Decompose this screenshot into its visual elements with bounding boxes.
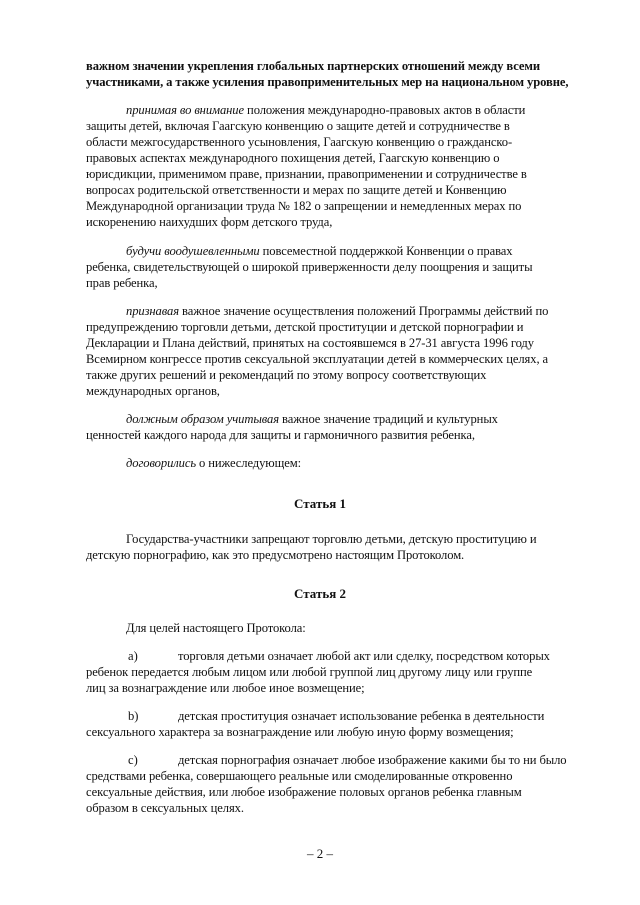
item-c-marker: c) [128,753,138,767]
text-line: положения международно-правовых актов в области [244,103,526,117]
paragraph-first-line [126,243,512,259]
text-line: торговля детьми означает любой акт или сделку, посредством которых [178,649,550,663]
text-line: лиц за вознаграждение или любое иное возмещение; [86,681,365,695]
text-line: Международной организации труда № 182 о запрещении и немедленных мерах по [86,199,522,213]
paragraph-first-line [126,102,525,118]
paragraph-lead: будучи воодушевленными [126,244,260,258]
text-line: ребенок передается любым лицом или любой группой лиц другому лицу или группе [86,665,533,679]
paragraph-lead: должным образом учитывая [126,412,279,426]
paragraph-first-line [126,455,301,471]
text-line: ребенка, свидетельствующей о широкой приверженности делу поощрения и защиты [86,260,533,274]
paragraph-first-line [126,303,548,319]
text-line: Для целей настоящего Протокола: [126,621,306,635]
paragraph-lead: договорились [126,456,196,470]
page-number: – 2 – [307,846,333,861]
text-line: образом в сексуальных целях. [86,801,244,815]
text-line: международных органов, [86,384,220,398]
text-line: повсеместной поддержкой Конвенции о правах [259,244,513,258]
text-line: юрисдикции, применимом праве, признании, правоприменении и сотрудничестве в [86,167,527,181]
text-line: защиты детей, включая Гаагскую конвенцию о защите детей и сотрудничестве в [86,119,510,133]
text-line: детскую порнографию, как это предусмотрено настоящим Протоколом. [86,548,465,562]
text-line: средствами ребенка, совершающего реальные или смоделированные откровенно [86,769,513,783]
text-line: детская проституция означает использование ребенка в деятельности [178,709,545,723]
text-line: правовых аспектах международного похищения детей, Гаагскую конвенцию о [86,151,500,165]
text-line: участниками, а также усиления правоприменительных мер на национальном уровне, [86,75,569,89]
text-line: искоренению наихудших форм детского труда, [86,215,333,229]
text-line: предупреждению торговли детьми, детской проституции и детской порнографии и [86,320,524,334]
text-line: Декларации и Плана действий, принятых на состоявшемся в 27-31 августа 1996 году [86,336,534,350]
text-line: области межгосударственного усыновления, Гаагскую конвенцию о гражданско- [86,135,513,149]
text-line: вопросах родительской ответственности и мерах по защите детей и Конвенцию [86,183,507,197]
text-line: детская порнография означает любое изображение какими бы то ни было [178,753,567,767]
text-line: ценностей каждого народа для защиты и гармоничного развития ребенка, [86,428,475,442]
article-2-title: Статья 2 [294,586,346,601]
text-line: сексуальные действия, или любое изображение половых органов ребенка главным [86,785,522,799]
item-b-marker: b) [128,709,139,723]
paragraph-lead: принимая во внимание [126,103,244,117]
text-line: важном значении укрепления глобальных партнерских отношений между всеми [86,59,541,73]
text-line: важное значение традиций и культурных [278,412,498,426]
article-1-title: Статья 1 [294,496,346,511]
text-line: сексуального характера за вознаграждение или любую иную форму возмещения; [86,725,514,739]
text-line: прав ребенка, [86,276,158,290]
text-line: о нижеследующем: [195,456,301,470]
text-line: важное значение осуществления положений Программы действий по [178,304,549,318]
item-a-marker: a) [128,649,138,663]
text-line: Государства-участники запрещают торговлю детьми, детскую проституцию и [126,532,537,546]
paragraph-lead: признавая [126,304,179,318]
paragraph-first-line [126,411,498,427]
text-line: также других решений и рекомендаций по этому вопросу соответствующих [86,368,487,382]
text-line: Всемирном конгрессе против сексуальной эксплуатации детей в коммерческих целях, а [86,352,549,366]
